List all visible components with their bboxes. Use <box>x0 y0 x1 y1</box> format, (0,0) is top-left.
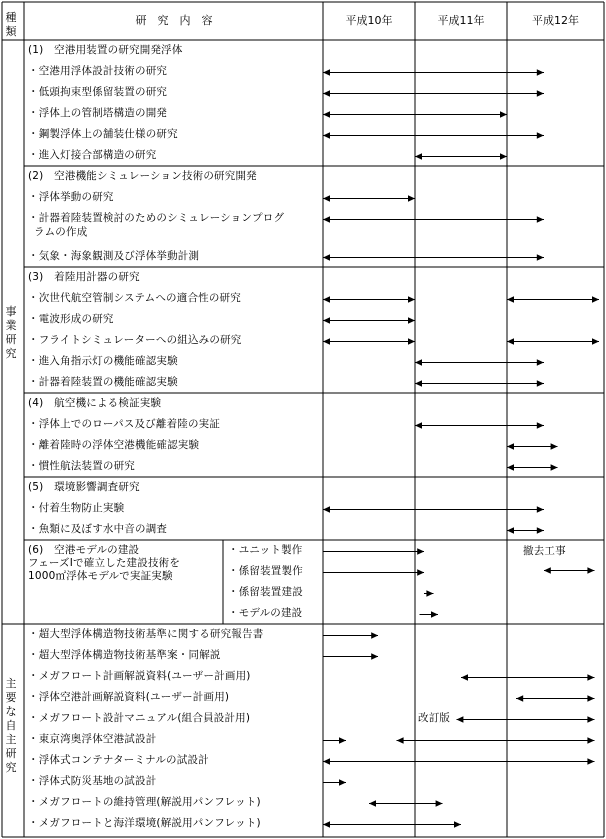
category-independent: 主要な自主研究 <box>5 677 17 774</box>
item-label: ・鋼製浮体上の舗装仕様の研究 <box>28 128 178 140</box>
timeline-arrow-head-start <box>415 422 422 428</box>
timeline-arrow-head-end <box>537 422 544 428</box>
timeline-arrow-head-end <box>537 359 544 365</box>
timeline-arrow-head-start <box>369 800 376 806</box>
timeline-arrow-head-end <box>587 567 594 573</box>
item-label: ・次世代航空管制システムへの適合性の研究 <box>28 292 241 304</box>
item-label: ・慣性航法装置の研究 <box>28 460 135 472</box>
timeline-arrow-head-end <box>408 195 415 201</box>
section-title: (3) 着陸用計器の研究 <box>28 271 140 283</box>
timeline-arrow-head-end <box>537 527 544 533</box>
timeline-arrow-head-start <box>323 111 330 117</box>
item-label: ・離着陸時の浮体空港機能確認実験 <box>28 439 200 451</box>
header-year-10: 平成10年 <box>345 14 393 27</box>
item-label: ・浮体式防災基地の試設計 <box>28 775 157 787</box>
timeline-arrow-head-end <box>587 674 594 680</box>
header-year-11: 平成11年 <box>437 14 485 27</box>
timeline-arrow-head-start <box>323 195 330 201</box>
header-year-12: 平成12年 <box>532 14 579 27</box>
timeline-arrow-head-start <box>507 527 514 533</box>
timeline-arrow-head-end <box>500 153 507 159</box>
item-label: ・魚類に及ぼす水中音の調査 <box>28 523 168 535</box>
timeline-arrow-head-end <box>339 737 346 743</box>
item-label: ・浮体空港計画解説資料(ユーザー計画用) <box>28 691 230 703</box>
timeline-arrow-head-start <box>323 338 330 344</box>
timeline-arrow-head-end <box>587 695 594 701</box>
item-label: ・東京湾奥浮体空港試設計 <box>28 733 157 745</box>
item-label: ・進入灯接合部構造の研究 <box>28 149 157 161</box>
timeline-arrow-head-end <box>426 590 433 596</box>
timeline-arrow-head-end <box>436 800 443 806</box>
section-title: (1) 空港用装置の研究開発浮体 <box>28 44 183 56</box>
timeline-arrow-head-start <box>323 821 330 827</box>
item-label: ・計器着陸装置検討のためのシミュレーションプログ <box>28 212 285 224</box>
item-label: ・ユニット製作 <box>228 544 303 556</box>
item-label: ・係留装置製作 <box>228 565 303 577</box>
item-label: ・計器着陸装置の機能確認実験 <box>28 376 178 388</box>
timeline-arrow-head-end <box>431 611 438 617</box>
timeline-arrow-head-start <box>323 90 330 96</box>
timeline-arrow-head-end <box>417 569 424 575</box>
timeline-arrow-head-start <box>544 567 551 573</box>
timeline-arrow-head-end <box>592 338 599 344</box>
item-label: ・電波形成の研究 <box>28 313 114 325</box>
section-title: (4) 航空機による検証実験 <box>28 397 162 409</box>
timeline-arrow-head-end <box>339 779 346 785</box>
item-label: ・低頭拘束型係留装置の研究 <box>28 86 168 98</box>
timeline-arrow-head-start <box>507 338 514 344</box>
removal-work-label: 撤去工事 <box>523 545 566 557</box>
timeline-arrow-head-start <box>456 716 463 722</box>
item-label: ・メガフロートと海洋環境(解説用パンフレット) <box>28 817 261 829</box>
timeline-arrow-head-end <box>551 464 558 470</box>
timeline-arrow-head-end <box>537 254 544 260</box>
item-label: ・空港用浮体設計技術の研究 <box>28 65 168 77</box>
timeline-arrow-head-end <box>371 632 378 638</box>
timeline-arrow-head-start <box>507 464 514 470</box>
timeline-arrow-head-end <box>587 737 594 743</box>
timeline-arrow-head-end <box>587 716 594 722</box>
timeline-arrow-head-end <box>500 111 507 117</box>
header-kind: 種類 <box>5 11 17 38</box>
item-label: ・メガフロート設計マニュアル(組合員設計用) <box>28 712 251 724</box>
item-label: ・浮体式コンテナターミナルの試設計 <box>28 754 209 766</box>
item-label: ・係留装置建設 <box>228 586 303 598</box>
timeline-arrow-head-end <box>537 216 544 222</box>
section-title: (2) 空港機能シミュレーション技術の研究開発 <box>28 170 257 182</box>
item-label: ・付着生物防止実験 <box>28 502 125 514</box>
section-title: フェーズⅠで確立した建設技術を <box>28 557 181 569</box>
timeline-arrow-head-start <box>323 506 330 512</box>
timeline-arrow-head-end <box>408 296 415 302</box>
timeline-arrow-head-start <box>507 296 514 302</box>
timeline-arrow-head-start <box>507 443 514 449</box>
timeline-arrow-head-end <box>537 380 544 386</box>
item-label: ・浮体上の管制塔構造の開発 <box>28 107 168 119</box>
timeline-arrow-head-start <box>323 254 330 260</box>
timeline-arrow-head-start <box>397 737 404 743</box>
item-label: ・超大型浮体構造物技術基準案・同解説 <box>28 649 221 661</box>
timeline-arrow-head-start <box>323 296 330 302</box>
item-label: ・進入角指示灯の機能確認実験 <box>28 355 178 367</box>
timeline-arrow-head-start <box>415 153 422 159</box>
timeline-arrow-head-end <box>537 132 544 138</box>
item-label: ・フライトシミュレーターへの組込みの研究 <box>28 334 242 346</box>
timeline-arrow-head-start <box>415 380 422 386</box>
timeline-arrow-head-end <box>408 317 415 323</box>
timeline-arrow-head-end <box>454 821 461 827</box>
item-label: ・浮体上でのローパス及び離着陸の実証 <box>28 418 221 430</box>
timeline-arrow-head-end <box>587 758 594 764</box>
timeline-arrow-head-end <box>537 90 544 96</box>
timeline-arrow-head-start <box>323 317 330 323</box>
revision-note: 改訂版 <box>418 712 451 724</box>
timeline-arrow-head-start <box>415 359 422 365</box>
timeline-arrow-head-start <box>461 674 468 680</box>
timeline-arrow-head-start <box>323 132 330 138</box>
timeline-arrow-head-end <box>537 506 544 512</box>
timeline-arrow-head-start <box>323 216 330 222</box>
section-title: (6) 空港モデルの建設 <box>28 544 140 556</box>
timeline-arrow-head-end <box>417 548 424 554</box>
timeline-arrow-head-end <box>371 653 378 659</box>
item-label-continued: ラムの作成 <box>34 226 88 238</box>
item-label: ・メガフロート計画解説資料(ユーザー計画用) <box>28 670 251 682</box>
item-label: ・モデルの建設 <box>228 607 303 619</box>
timeline-arrow-head-end <box>592 296 599 302</box>
timeline-arrow-head-end <box>537 69 544 75</box>
timeline-arrow-head-start <box>516 695 523 701</box>
item-label: ・メガフロートの維持管理(解説用パンフレット) <box>28 796 261 808</box>
timeline-arrow-head-start <box>323 69 330 75</box>
section-title: (5) 環境影響調査研究 <box>28 481 140 493</box>
header-content: 研 究 内 容 <box>135 14 213 27</box>
timeline-arrow-head-end <box>551 443 558 449</box>
category-business: 事業研究 <box>5 305 17 360</box>
item-label: ・気象・海象観測及び浮体挙動計測 <box>28 250 200 262</box>
section-title: 1000㎡浮体モデルで実証実験 <box>28 570 173 582</box>
item-label: ・浮体挙動の研究 <box>28 191 114 203</box>
timeline-arrow-head-start <box>323 758 330 764</box>
timeline-arrow-head-end <box>408 338 415 344</box>
item-label: ・超大型浮体構造物技術基準に関する研究報告書 <box>28 628 264 640</box>
